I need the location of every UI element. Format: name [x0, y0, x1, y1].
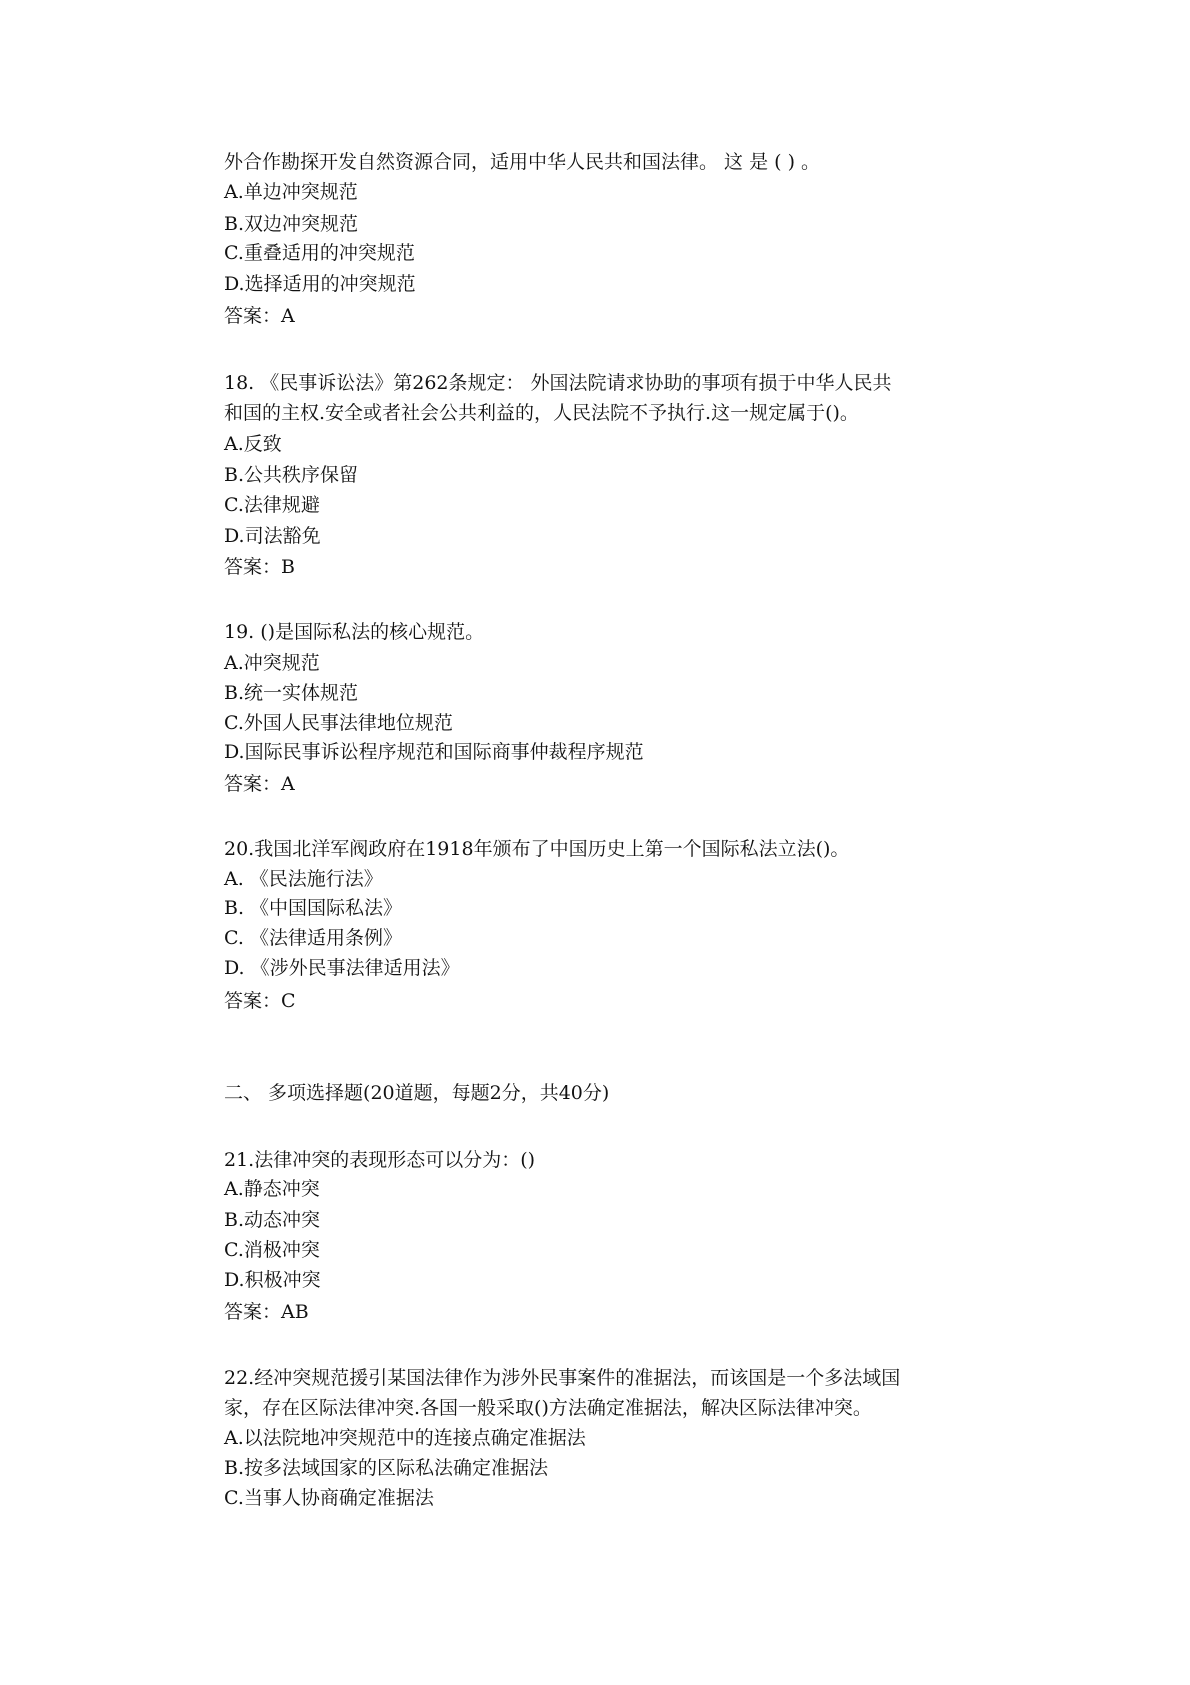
q20-option-d: D. 《涉外民事法律适用法》: [224, 957, 460, 979]
q22-option-b: B.按多法域国家的区际私法确定准据法: [224, 1457, 549, 1479]
q19-option-a: A.冲突规范: [224, 652, 320, 674]
q18-stem-line1: 18. 《民事诉讼法》第262条规定： 外国法院请求协助的事项有损于中华人民共: [224, 372, 892, 394]
q20-option-b: B. 《中国国际私法》: [224, 897, 403, 919]
q17-option-b: B.双边冲突规范: [224, 213, 359, 235]
q21-stem: 21.法律冲突的表现形态可以分为：(): [224, 1149, 536, 1171]
q19-option-d: D.国际民事诉讼程序规范和国际商事仲裁程序规范: [224, 741, 644, 763]
q22-option-c: C.当事人协商确定准据法: [224, 1487, 434, 1509]
q17-stem: 外合作勘探开发自然资源合同，适用中华人民共和国法律。 这 是 ( ) 。: [224, 151, 821, 173]
q19-option-c: C.外国人民事法律地位规范: [224, 712, 453, 734]
q18-stem-line2: 和国的主权.安全或者社会公共利益的，人民法院不予执行.这一规定属于()。: [224, 402, 859, 424]
q17-option-d: D.选择适用的冲突规范: [224, 273, 416, 295]
q19-stem: 19. ()是国际私法的核心规范。: [224, 621, 485, 643]
q21-option-c: C.消极冲突: [224, 1239, 320, 1261]
q17-option-a: A.单边冲突规范: [224, 181, 358, 203]
q19-option-b: B.统一实体规范: [224, 682, 359, 704]
q20-option-a: A. 《民法施行法》: [224, 868, 383, 890]
q22-option-a: A.以法院地冲突规范中的连接点确定准据法: [224, 1427, 586, 1449]
q19-answer: 答案：A: [224, 773, 295, 795]
q22-stem-line1: 22.经冲突规范援引某国法律作为涉外民事案件的准据法，而该国是一个多法域国: [224, 1367, 901, 1389]
q18-option-c: C.法律规避: [224, 494, 320, 516]
q20-option-c: C. 《法律适用条例》: [224, 927, 402, 949]
q17-answer: 答案：A: [224, 305, 295, 327]
q21-option-a: A.静态冲突: [224, 1178, 320, 1200]
q18-option-b: B.公共秩序保留: [224, 464, 359, 486]
q22-stem-line2: 家，存在区际法律冲突.各国一般采取()方法确定准据法，解决区际法律冲突。: [224, 1397, 872, 1419]
q20-answer: 答案：C: [224, 990, 296, 1012]
q18-option-a: A.反致: [224, 433, 282, 455]
section-heading: 二、 多项选择题(20道题，每题2分，共40分): [224, 1082, 610, 1104]
q17-option-c: C.重叠适用的冲突规范: [224, 242, 415, 264]
q21-option-b: B.动态冲突: [224, 1209, 321, 1231]
q18-option-d: D.司法豁免: [224, 525, 321, 547]
q21-option-d: D.积极冲突: [224, 1269, 321, 1291]
q18-answer: 答案：B: [224, 556, 295, 578]
q20-stem: 20.我国北洋军阀政府在1918年颁布了中国历史上第一个国际私法立法()。: [224, 838, 850, 860]
q21-answer: 答案：AB: [224, 1301, 309, 1323]
